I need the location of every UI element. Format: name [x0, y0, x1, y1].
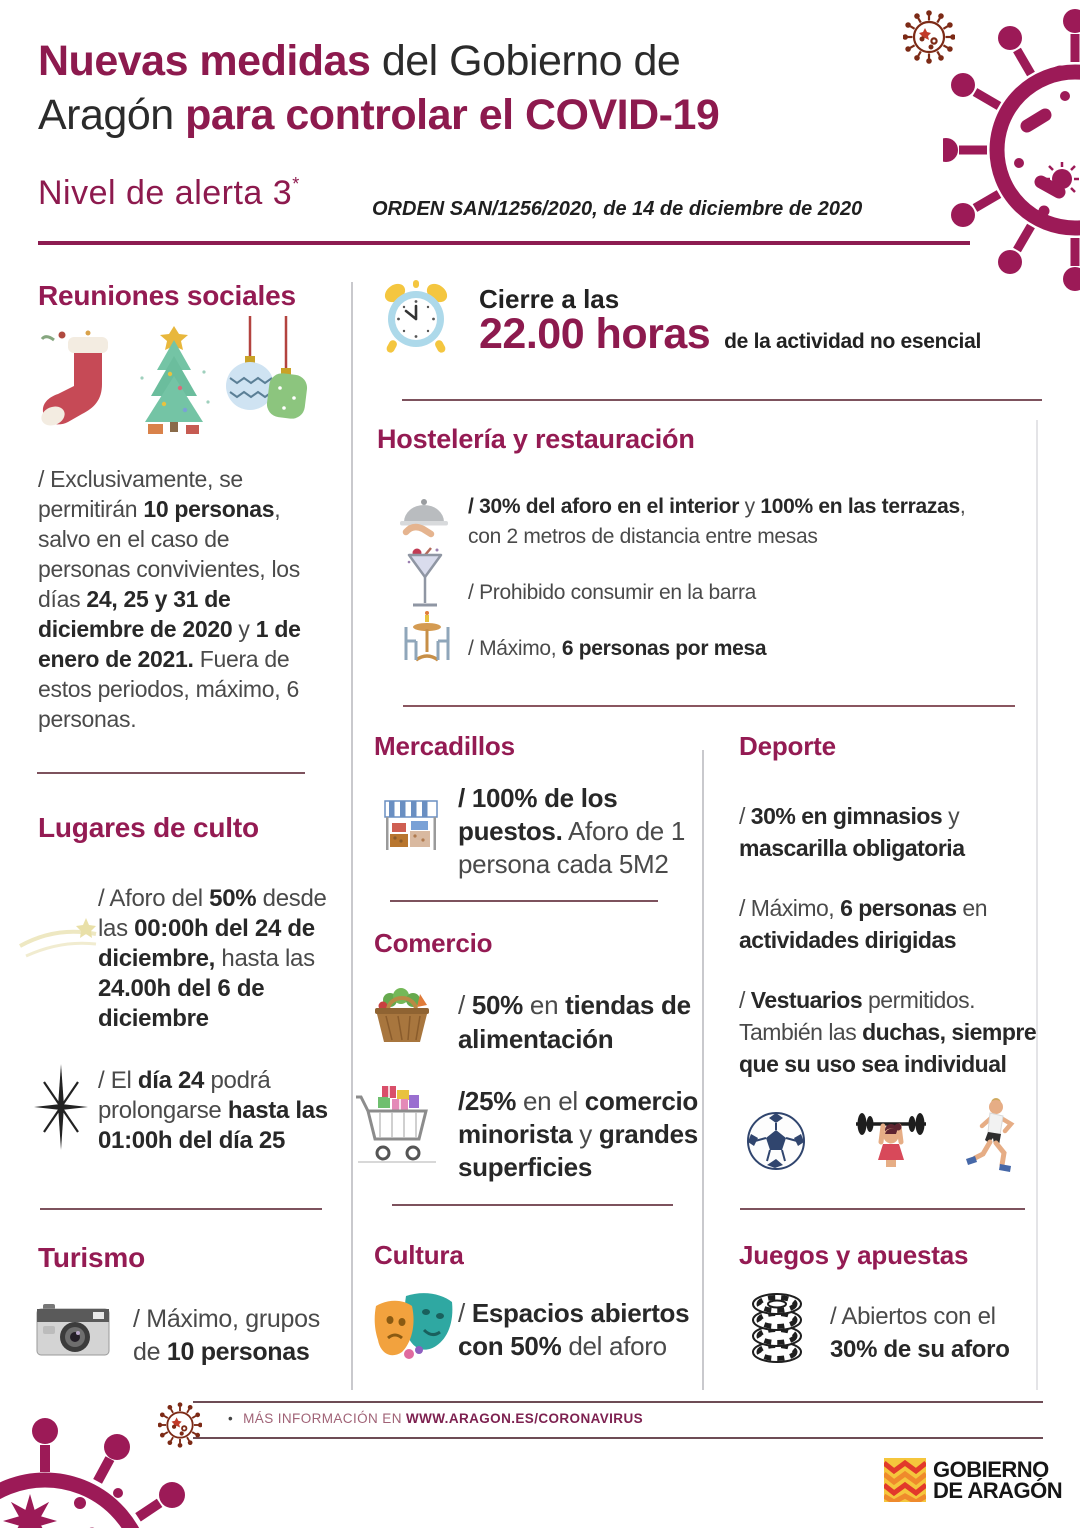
divider: [402, 399, 1042, 401]
section-title-reuniones: Reuniones sociales: [38, 280, 296, 311]
divider: [392, 1204, 673, 1206]
column-divider: [702, 750, 704, 1390]
virus-outline-icon: [158, 1402, 202, 1448]
footer-info-url: WWW.ARAGON.ES/CORONAVIRUS: [406, 1411, 643, 1426]
deporte-item-1-text: / 30% en gimnasios y mascarilla obligatoria: [739, 803, 965, 861]
star-of-bethlehem-icon: [28, 1062, 94, 1152]
serving-cloche-icon: [398, 490, 450, 542]
table-chairs-icon: [398, 610, 456, 668]
logo-line-1: GOBIERNO: [933, 1457, 1049, 1482]
divider: [403, 705, 1015, 707]
shooting-star-icon: [16, 908, 102, 968]
virus-icon: [943, 0, 1080, 300]
poker-chips-icon: [745, 1286, 809, 1370]
divider: [390, 900, 658, 902]
camera-icon: [35, 1300, 111, 1358]
shopping-cart-icon: [356, 1080, 438, 1168]
market-stall-icon: [382, 798, 440, 854]
deporte-item-2-text: / Máximo, 6 personas en actividades dirigidas: [739, 895, 988, 953]
closing-line: [479, 310, 981, 359]
closing-scope: de la actividad no esencial: [724, 330, 981, 353]
soccer-ball-icon: [745, 1110, 807, 1172]
culto-item-2-text: / El día 24 podrá prolongarse hasta las 01:00h del día 25: [98, 1067, 328, 1154]
christmas-stocking-icon: [40, 324, 120, 432]
section-title-culto: Lugares de culto: [38, 812, 259, 843]
alarm-clock-icon: [378, 278, 454, 356]
culto-item-1-text: / Aforo del 50% desde las 00:00h del 24 de diciembre, hasta las 24.00h del 6 de diciembre: [98, 885, 327, 1032]
theater-masks-icon: [372, 1290, 456, 1364]
column-divider: [351, 282, 353, 1390]
section-title-deporte: Deporte: [739, 731, 836, 761]
cocktail-icon: [404, 546, 446, 618]
section-title-hosteleria: Hostelería y restauración: [377, 424, 695, 454]
footer-info: [228, 1411, 643, 1426]
deporte-item-3-text: / Vestuarios permitidos. También las duchas, siempre que su uso sea individual: [739, 987, 1037, 1077]
christmas-tree-icon: [130, 318, 218, 438]
section-title-mercadillos: Mercadillos: [374, 731, 515, 761]
alert-level: [38, 174, 300, 213]
weightlifting-icon: [850, 1100, 932, 1180]
divider: [40, 1208, 322, 1210]
hosteleria-item-2-text: / Prohibido consumir en la barra: [468, 581, 757, 604]
alert-level-label: Nivel de alerta 3: [38, 174, 293, 212]
footer-divider-top: [193, 1401, 1043, 1403]
gobierno-aragon-logo: [884, 1458, 1062, 1502]
alert-asterisk: *: [292, 174, 300, 194]
cultura-item-text: / Espacios abiertos con 50% del aforo: [458, 1298, 690, 1361]
section-title-cultura: Cultura: [374, 1240, 464, 1270]
bullet-icon: •: [228, 1411, 234, 1426]
baubles-icon: [226, 314, 308, 432]
food-basket-icon: [370, 984, 434, 1046]
closing-intro: Cierre a las: [479, 284, 620, 314]
aragon-flag-icon: [884, 1458, 926, 1502]
reuniones-text: / Exclusivamente, se permitirán 10 personas, salvo en el caso de personas convivientes, los días 24, 25 y 31 de diciembre de 2020 y 1 de enero de 2021. Fuera de estos periodos, máximo, 6 personas.: [38, 466, 301, 732]
comercio-item-1-text: / 50% en tiendas de alimentación: [458, 990, 691, 1054]
divider: [740, 1208, 1025, 1210]
hosteleria-item-3-text: / Máximo, 6 personas por mesa: [468, 637, 767, 660]
page-edge-line: [1036, 420, 1038, 1390]
divider: [37, 772, 305, 774]
section-title-comercio: Comercio: [374, 928, 493, 958]
closing-time: 22.00 horas: [479, 310, 711, 358]
footer-divider-bottom: [193, 1437, 1043, 1439]
footer-info-prefix: MÁS INFORMACIÓN EN: [243, 1411, 406, 1426]
section-title-juegos: Juegos y apuestas: [739, 1240, 969, 1270]
logo-line-2: DE ARAGÓN: [933, 1478, 1063, 1503]
hosteleria-item-1-text: / 30% del aforo en el interior y 100% en las terrazas, con 2 metros de distancia entre mesas: [468, 495, 966, 548]
mercadillos-item-text: / 100% de los puestos. Aforo de 1 persona cada 5M2: [458, 783, 685, 879]
section-title-turismo: Turismo: [38, 1242, 145, 1273]
turismo-item-text: / Máximo, grupos de 10 personas: [133, 1305, 320, 1366]
juegos-item-text: / Abiertos con el 30% de su aforo: [830, 1303, 1010, 1363]
order-reference: ORDEN SAN/1256/2020, de 14 de diciembre de 2020: [372, 198, 863, 220]
comercio-item-2-text: /25% en el comercio minorista y grandes superficies: [458, 1086, 699, 1182]
header-divider: [38, 241, 970, 245]
page-title: Nuevas medidas del Gobierno de Aragón para controlar el COVID-19: [38, 37, 720, 139]
runner-icon: [960, 1096, 1024, 1182]
